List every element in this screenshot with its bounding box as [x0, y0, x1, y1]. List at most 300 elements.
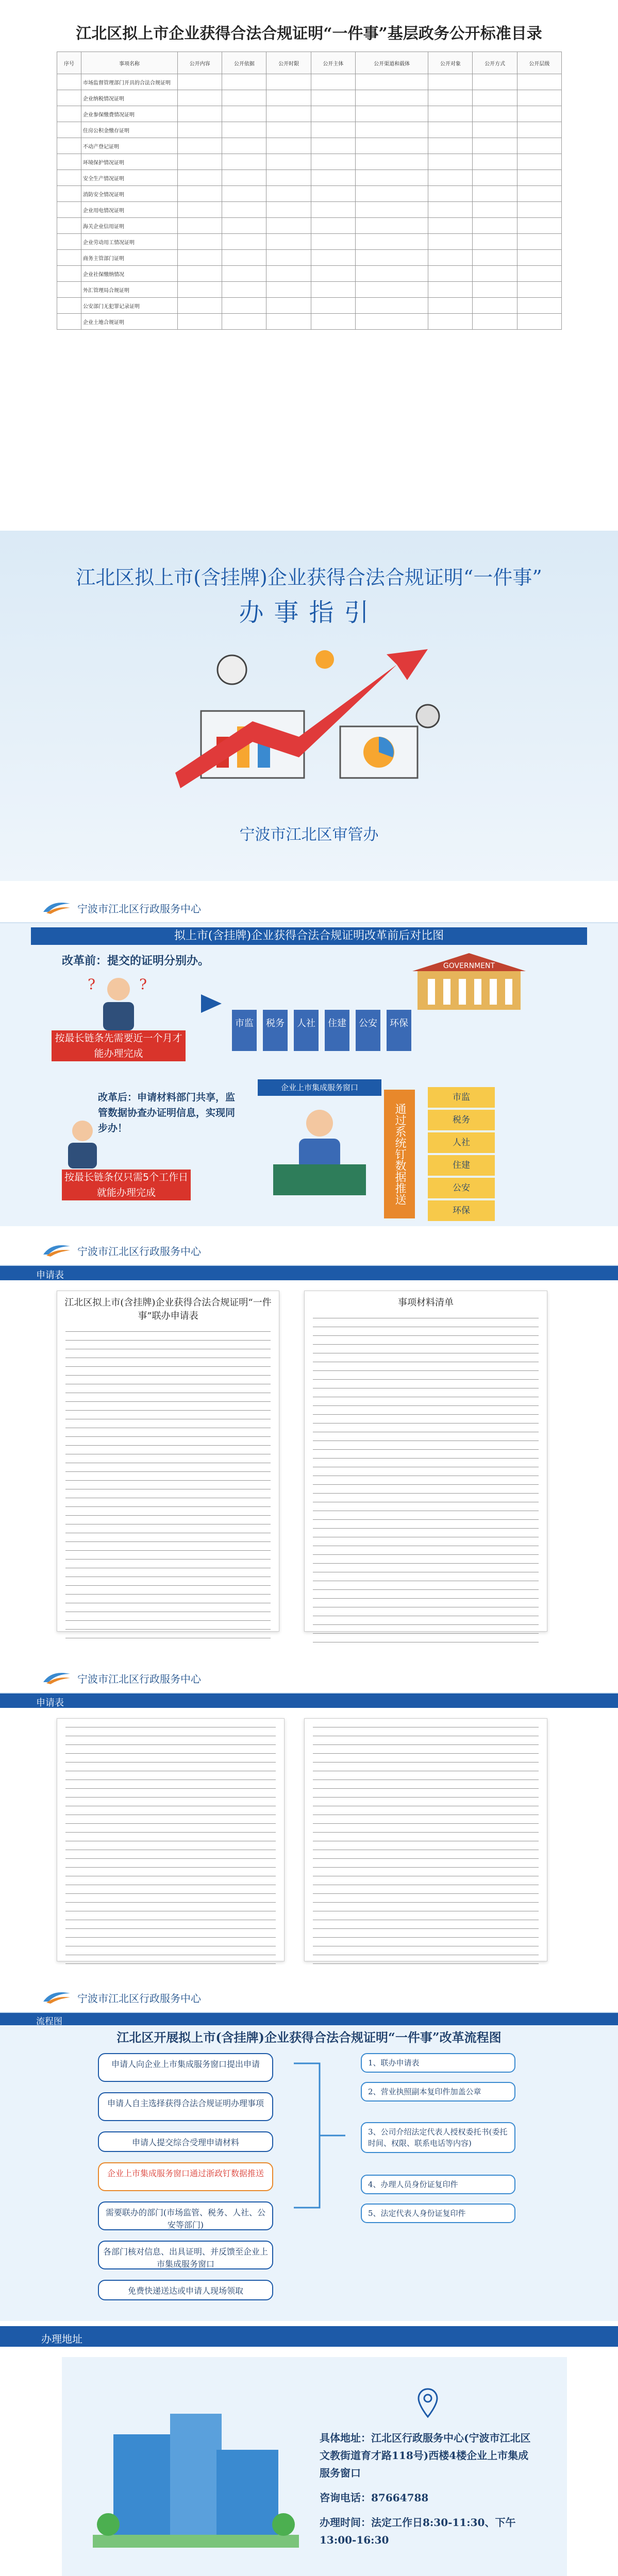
table-cell	[57, 298, 81, 314]
form-line	[313, 1505, 539, 1511]
form-line	[65, 1923, 276, 1929]
table-cell	[222, 154, 266, 170]
form-line	[313, 1584, 539, 1590]
table-cell	[473, 202, 517, 218]
table-cell	[266, 218, 311, 234]
table-cell	[311, 170, 355, 186]
table-header: 公开渠道和载体	[355, 52, 428, 74]
table-cell	[178, 90, 222, 106]
table-cell	[178, 74, 222, 90]
table-cell	[473, 170, 517, 186]
form-line	[313, 1958, 539, 1964]
section-tab-label: 申请表	[36, 1698, 64, 1708]
table-cell	[266, 314, 311, 330]
table-cell	[57, 90, 81, 106]
form-line	[313, 1593, 539, 1599]
table-cell: 商务主管部门证明	[81, 250, 178, 266]
table-cell	[355, 298, 428, 314]
table-cell	[428, 298, 473, 314]
form-line	[313, 1567, 539, 1572]
table-row	[57, 282, 562, 298]
table-cell	[355, 282, 428, 298]
materials-table-right	[304, 1718, 547, 1961]
form-line	[313, 1479, 539, 1485]
form-line	[313, 1514, 539, 1520]
section-tab-label: 申请表	[36, 1270, 64, 1281]
form-title: 江北区拟上市(含挂牌)企业获得合法合规证明“一件事”联办申请表	[64, 1297, 272, 1321]
table-cell	[473, 122, 517, 138]
dept-box: 环保	[387, 1010, 411, 1051]
table-cell: 海关企业信用证明	[81, 218, 178, 234]
table-cell	[57, 74, 81, 90]
table-cell	[355, 234, 428, 250]
form-line	[313, 1365, 539, 1371]
form-line	[65, 1361, 271, 1367]
government-building-illustration	[402, 951, 536, 1012]
form-line	[313, 1923, 539, 1929]
form-line	[313, 1549, 539, 1555]
table-cell	[57, 266, 81, 282]
form-line	[313, 1748, 539, 1754]
table-cell	[355, 106, 428, 122]
form-line	[65, 1633, 271, 1638]
form-line	[313, 1313, 539, 1318]
table-cell	[266, 234, 311, 250]
table-cell	[473, 186, 517, 202]
table-cell	[222, 138, 266, 154]
service-window-label: 企业上市集成服务窗口	[258, 1079, 381, 1096]
address-card	[62, 2357, 567, 2576]
form-line	[65, 1731, 276, 1736]
form-line	[313, 1374, 539, 1380]
table-cell: 消防安全情况证明	[81, 186, 178, 202]
table-header: 公开方式	[473, 52, 517, 74]
form-line	[313, 1941, 539, 1946]
form-line	[65, 1766, 276, 1771]
table-cell	[222, 234, 266, 250]
table-row	[57, 106, 562, 122]
section-tab	[0, 1693, 618, 1708]
materials-title: 事项材料清单	[398, 1297, 454, 1308]
form-line	[313, 1470, 539, 1476]
table-cell	[473, 234, 517, 250]
section-tab	[0, 1266, 618, 1280]
table-cell	[311, 138, 355, 154]
table-cell	[517, 314, 561, 330]
form-line	[313, 1462, 539, 1467]
table-header: 事项名称	[81, 52, 178, 74]
table-cell	[266, 154, 311, 170]
table-cell	[355, 202, 428, 218]
address-section	[0, 2326, 618, 2576]
table-cell	[57, 218, 81, 234]
table-cell	[428, 138, 473, 154]
form-line	[313, 1809, 539, 1815]
form-line	[65, 1932, 276, 1938]
table-cell	[517, 90, 561, 106]
form-line	[65, 1757, 276, 1762]
form-line	[65, 1396, 271, 1402]
table-cell	[266, 202, 311, 218]
table-cell	[311, 250, 355, 266]
form-line	[313, 1357, 539, 1362]
form-line	[65, 1501, 271, 1507]
form-line	[313, 1540, 539, 1546]
table-cell	[222, 90, 266, 106]
flowchart-title: 江北区开展拟上市(含挂牌)企业获得合法合规证明“一件事”改革流程图	[116, 2030, 502, 2045]
form-line	[313, 1844, 539, 1850]
form-fields	[57, 1326, 279, 1646]
form-line	[65, 1493, 271, 1498]
application-form-document	[57, 1291, 279, 1632]
form-line	[313, 1792, 539, 1798]
table-cell	[266, 106, 311, 122]
table-cell: 企业土地合规证明	[81, 314, 178, 330]
table-row	[57, 298, 562, 314]
table-cell	[517, 138, 561, 154]
service-counter-illustration	[268, 1097, 371, 1200]
materials-fields	[305, 1313, 547, 1646]
table-cell	[473, 282, 517, 298]
table-row	[57, 138, 562, 154]
table-cell: 住房公积金缴存证明	[81, 122, 178, 138]
service-building-illustration	[93, 2403, 299, 2548]
form-line	[65, 1879, 276, 1885]
materials-table-left	[57, 1718, 285, 1961]
form-line	[65, 1484, 271, 1489]
table-cell	[57, 106, 81, 122]
table-header: 公开层级	[517, 52, 561, 74]
right-dept-box: 市监	[428, 1087, 495, 1108]
table-cell	[355, 138, 428, 154]
table-cell	[311, 90, 355, 106]
dept-box: 人社	[294, 1010, 319, 1051]
required-material: 5、法定代表人身份证复印件	[361, 2204, 515, 2223]
table-cell	[178, 298, 222, 314]
header-name: 宁波市江北区行政服务中心	[77, 903, 201, 915]
table-cell	[57, 138, 81, 154]
form-line	[313, 1602, 539, 1607]
table-cell	[517, 282, 561, 298]
table-cell	[517, 106, 561, 122]
service-center-logo	[41, 1241, 72, 1258]
table-cell	[178, 314, 222, 330]
page-header	[0, 1234, 618, 1266]
table-cell	[473, 298, 517, 314]
table-cell	[428, 122, 473, 138]
cover-title: 江北区拟上市(含挂牌)企业获得合法合规证明“一件事”	[76, 566, 542, 589]
table-cell: 企业用电情况证明	[81, 202, 178, 218]
table-cell	[473, 106, 517, 122]
form-line	[65, 1370, 271, 1376]
table-cell	[222, 122, 266, 138]
form-line	[313, 1400, 539, 1406]
form-line	[313, 1879, 539, 1885]
form-line	[65, 1615, 271, 1621]
form-line	[65, 1606, 271, 1612]
table-cell	[473, 154, 517, 170]
table-cell	[178, 218, 222, 234]
table-cell	[473, 138, 517, 154]
table-cell	[57, 202, 81, 218]
table-cell	[311, 202, 355, 218]
form-line	[313, 1871, 539, 1876]
table-cell: 环境保护情况证明	[81, 154, 178, 170]
form-line	[65, 1387, 271, 1393]
table-row	[57, 234, 562, 250]
form-line	[65, 1888, 276, 1894]
form-line	[313, 1731, 539, 1736]
table-cell	[473, 266, 517, 282]
table-cell	[178, 186, 222, 202]
table-cell	[355, 154, 428, 170]
table-cell	[266, 170, 311, 186]
section-tab-label: 流程图	[36, 2016, 62, 2027]
table-cell	[355, 186, 428, 202]
form-line	[65, 1748, 276, 1754]
form-line	[313, 1888, 539, 1894]
table-cell	[517, 74, 561, 90]
form-line	[313, 1766, 539, 1771]
form-line	[65, 1624, 271, 1630]
table-cell	[311, 314, 355, 330]
hours-text: 办理时间：法定工作日8:30-11:30、下午13:00-16:30	[320, 2516, 516, 2546]
table-cell	[428, 266, 473, 282]
table-cell	[178, 282, 222, 298]
form-line	[313, 1836, 539, 1841]
table-row	[57, 250, 562, 266]
application-form-section	[0, 1234, 618, 1646]
table-cell	[222, 74, 266, 90]
form-line	[313, 1321, 539, 1327]
form-line	[313, 1348, 539, 1353]
table-cell: 企业纳税情况证明	[81, 90, 178, 106]
dept-box: 税务	[263, 1010, 288, 1051]
form-line	[65, 1722, 276, 1727]
form-line	[313, 1427, 539, 1432]
materials-section	[0, 1662, 618, 1971]
required-material: 1、联办申请表	[361, 2053, 515, 2073]
form-line	[313, 1532, 539, 1537]
form-line	[313, 1739, 539, 1745]
form-line	[65, 1379, 271, 1384]
table-cell	[222, 298, 266, 314]
table-cell	[517, 186, 561, 202]
table-cell	[222, 202, 266, 218]
service-center-logo	[41, 1669, 72, 1685]
table-cell	[473, 74, 517, 90]
table-cell	[266, 250, 311, 266]
table-cell	[355, 122, 428, 138]
form-line	[65, 1958, 276, 1964]
table-cell	[222, 250, 266, 266]
table-cell	[517, 202, 561, 218]
table-cell	[355, 250, 428, 266]
table-cell	[311, 154, 355, 170]
table-cell	[311, 106, 355, 122]
table-header: 公开对象	[428, 52, 473, 74]
form-line	[65, 1326, 271, 1332]
form-line	[313, 1444, 539, 1450]
form-line	[65, 1906, 276, 1911]
table-cell	[473, 218, 517, 234]
table-cell	[311, 282, 355, 298]
materials-list-document	[304, 1291, 547, 1632]
table-row	[57, 314, 562, 330]
guide-cover	[0, 531, 618, 881]
form-line	[313, 1897, 539, 1903]
comparison-section	[0, 891, 618, 1226]
table-header: 公开内容	[178, 52, 222, 74]
form-line	[313, 1611, 539, 1616]
form-line	[313, 1497, 539, 1502]
form-line	[313, 1932, 539, 1938]
form-line	[313, 1862, 539, 1868]
table-cell	[178, 234, 222, 250]
right-dept-box: 人社	[428, 1132, 495, 1153]
page-header	[0, 891, 618, 923]
form-line	[65, 1862, 276, 1868]
table-cell	[473, 250, 517, 266]
table-cell	[311, 186, 355, 202]
table-cell: 企业劳动用工情况证明	[81, 234, 178, 250]
system-push-label: 通过系统钉数据推送	[384, 1090, 415, 1218]
form-line	[65, 1405, 271, 1411]
table-cell	[178, 202, 222, 218]
table-cell	[355, 74, 428, 90]
catalogue-title: 江北区拟上市企业获得合法合规证明“一件事”基层政务公开标准目录	[76, 25, 542, 43]
table-cell: 市场监督管理部门开具的合法合规证明	[81, 74, 178, 90]
table-cell	[57, 314, 81, 330]
table-cell	[266, 282, 311, 298]
form-line	[65, 1475, 271, 1481]
form-line	[65, 1335, 271, 1341]
table-cell	[57, 186, 81, 202]
form-line	[65, 1431, 271, 1437]
form-line	[313, 1628, 539, 1634]
form-line	[313, 1523, 539, 1529]
form-line	[65, 1827, 276, 1833]
table-cell	[266, 186, 311, 202]
flow-step: 申请人自主选择获得合法合规证明办理事项	[98, 2092, 273, 2121]
dept-box: 市监	[232, 1010, 257, 1051]
form-line	[313, 1906, 539, 1911]
form-line	[313, 1383, 539, 1388]
form-line	[65, 1352, 271, 1358]
table-header: 公开时限	[266, 52, 311, 74]
form-line	[65, 1563, 271, 1568]
page-header	[0, 1981, 618, 2013]
form-line	[65, 1528, 271, 1533]
form-line	[65, 1422, 271, 1428]
form-line	[65, 1571, 271, 1577]
comparison-banner: 拟上市(含挂牌)企业获得合法合规证明改革前后对比图	[31, 927, 587, 945]
form-line	[313, 1801, 539, 1806]
table-cell	[517, 218, 561, 234]
confused-person-illustration	[77, 974, 160, 1030]
form-line	[65, 1914, 276, 1920]
table-cell	[178, 170, 222, 186]
table-row	[57, 202, 562, 218]
table-cell	[222, 266, 266, 282]
table-cell	[517, 154, 561, 170]
form-line	[65, 1545, 271, 1551]
cover-organization: 宁波市江北区审管办	[239, 826, 379, 844]
form-line	[65, 1950, 276, 1955]
form-line	[65, 1519, 271, 1524]
right-dept-box: 公安	[428, 1178, 495, 1198]
table-cell	[517, 122, 561, 138]
form-line	[65, 1440, 271, 1446]
form-line	[65, 1844, 276, 1850]
after-text: 改革后：申请材料部门共享，监管数据协查办证明信息，实现同步办！	[98, 1092, 236, 1134]
table-cell	[311, 234, 355, 250]
table-cell	[266, 74, 311, 90]
form-line	[65, 1466, 271, 1472]
table-header: 公开主体	[311, 52, 355, 74]
location-pin-icon	[417, 2388, 438, 2419]
table-cell	[222, 170, 266, 186]
required-material: 3、公司介绍法定代表人授权委托书(委托时间、权限、联系电话等内容)	[361, 2122, 515, 2153]
header-name: 宁波市江北区行政服务中心	[77, 1673, 201, 1685]
form-line	[313, 1827, 539, 1833]
form-line	[65, 1941, 276, 1946]
table-cell	[428, 74, 473, 90]
page-header	[0, 1662, 618, 1693]
table-cell	[428, 154, 473, 170]
section-tab	[0, 2326, 618, 2347]
section-tab	[0, 2013, 618, 2025]
service-center-logo	[41, 1988, 72, 2005]
table-cell	[266, 266, 311, 282]
table-cell	[311, 218, 355, 234]
flow-step: 申请人向企业上市集成服务窗口提出申请	[98, 2053, 273, 2082]
table-cell	[517, 170, 561, 186]
table-row	[57, 74, 562, 90]
form-line	[313, 1637, 539, 1642]
form-line	[65, 1774, 276, 1780]
table-cell	[266, 122, 311, 138]
table-cell	[57, 122, 81, 138]
table-header-row	[57, 52, 562, 74]
table-cell	[355, 266, 428, 282]
table-cell	[428, 186, 473, 202]
dept-box: 住建	[325, 1010, 349, 1051]
table-cell: 企业社保缴纳情况	[81, 266, 178, 282]
table-cell	[355, 314, 428, 330]
before-duration-badge: 按最长链条先需要近一个月才能办理完成	[52, 1030, 186, 1061]
table-cell	[222, 218, 266, 234]
table-row	[57, 186, 562, 202]
form-line	[65, 1510, 271, 1516]
table-row	[57, 122, 562, 138]
form-line	[65, 1853, 276, 1859]
cover-subtitle: 办事指引	[239, 598, 379, 627]
table-cell	[178, 266, 222, 282]
address-block	[320, 2429, 536, 2549]
form-line	[65, 1801, 276, 1806]
form-line	[313, 1453, 539, 1459]
table-cell	[222, 282, 266, 298]
table-cell	[355, 90, 428, 106]
form-line	[65, 1739, 276, 1745]
table-cell	[222, 314, 266, 330]
form-line	[313, 1392, 539, 1397]
form-line	[313, 1339, 539, 1345]
form-line	[313, 1330, 539, 1336]
table-cell	[517, 266, 561, 282]
table-cell	[178, 250, 222, 266]
